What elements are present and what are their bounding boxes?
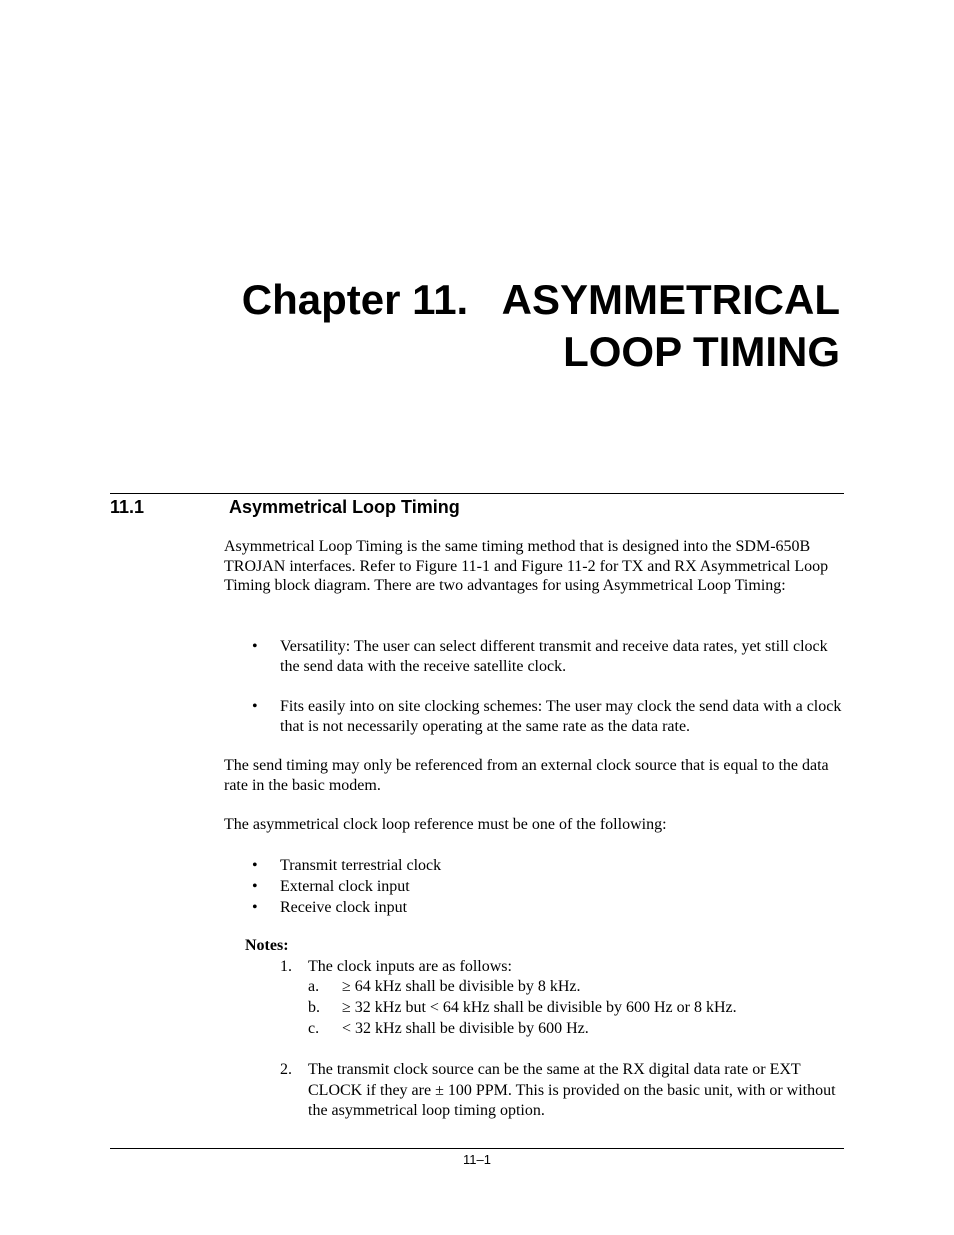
reference-bullet-1: • <box>252 857 258 874</box>
section-number: 11.1 <box>110 497 145 517</box>
advantage-bullet-1: • <box>252 638 258 655</box>
note-text-1: The clock inputs are as follows: <box>308 958 512 975</box>
note-sub-text-b: ≥ 32 kHz but < 64 kHz shall be divisible by 600 Hz or 8 kHz. <box>342 999 737 1016</box>
note-sub-letter-b: b. <box>308 999 320 1016</box>
advantage-item-versatility: Versatility: The user can select different transmit and receive data rates, yet still clock the send data with the receive satellite clock. <box>280 638 828 675</box>
advantage-bullet-2: • <box>252 698 258 715</box>
notes-label: Notes: <box>245 937 289 954</box>
footer-divider <box>110 1148 844 1149</box>
chapter-title-line-2: LOOP TIMING <box>563 328 840 375</box>
note-number-1: 1. <box>280 958 292 975</box>
note-sub-text-a: ≥ 64 kHz shall be divisible by 8 kHz. <box>342 978 581 995</box>
chapter-title <box>140 274 840 378</box>
note-sub-letter-c: c. <box>308 1020 320 1037</box>
reference-item-transmit: Transmit terrestrial clock <box>280 857 442 874</box>
intro-paragraph: Asymmetrical Loop Timing is the same timing method that is designed into the SDM-650B TROJAN interfaces. Refer to Figure 11-1 and Figure 11-2 for TX and RX Asymmetrical Loop Timing block diagram. There are two advantages for using Asymmetrical Loop Timing: <box>224 538 829 595</box>
reference-item-receive: Receive clock input <box>280 899 408 916</box>
reference-bullet-2: • <box>252 878 258 895</box>
section-title: Asymmetrical Loop Timing <box>229 497 460 517</box>
reference-intro-paragraph: The asymmetrical clock loop reference must be one of the following: <box>224 816 667 833</box>
chapter-title-line-1: Chapter 11. ASYMMETRICAL <box>241 276 840 323</box>
reference-bullet-3: • <box>252 899 258 916</box>
advantage-item-clocking: Fits easily into on site clocking schemes: The user may clock the send data with a clock that is not necessarily operating at the same rate as the data rate. <box>280 698 842 735</box>
page-number: 11–1 <box>463 1152 491 1167</box>
note-sub-text-c: < 32 kHz shall be divisible by 600 Hz. <box>342 1020 589 1037</box>
note-number-2: 2. <box>280 1061 292 1078</box>
note-sub-letter-a: a. <box>308 978 320 995</box>
send-timing-paragraph: The send timing may only be referenced from an external clock source that is equal to the data rate in the basic modem. <box>224 757 829 794</box>
section-divider <box>110 493 844 494</box>
note-text-2: The transmit clock source can be the same at the RX digital data rate or EXT CLOCK if they are ± 100 PPM. This is provided on the basic unit, with or without the asymmetrical loop timing option. <box>308 1061 836 1119</box>
reference-item-external: External clock input <box>280 878 410 895</box>
